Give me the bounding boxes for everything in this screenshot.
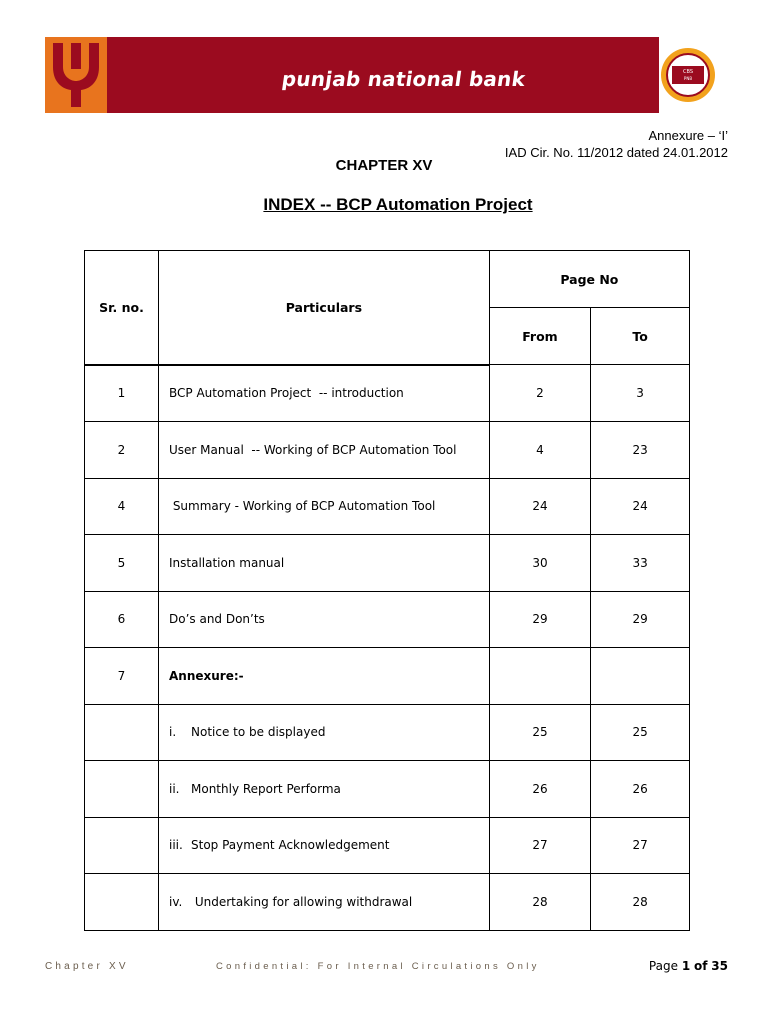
footer-page-number [649, 959, 728, 973]
table-row [85, 478, 690, 535]
table-row [85, 874, 690, 931]
row-sr-no [85, 817, 159, 874]
row-page-to: 25 [591, 704, 690, 761]
page-total: 35 [711, 959, 728, 973]
row-particulars [159, 704, 490, 761]
row-page-to [591, 648, 690, 705]
row-particulars-text: BCP Automation Project -- introduction [169, 386, 404, 401]
pnb-logo-icon [45, 37, 107, 113]
row-particulars [159, 591, 490, 648]
table-row [85, 704, 690, 761]
row-page-to: 27 [591, 817, 690, 874]
row-page-from: 26 [489, 761, 590, 818]
row-page-to: 26 [591, 761, 690, 818]
row-particulars [159, 761, 490, 818]
index-table [84, 250, 690, 931]
row-particulars-text: Monthly Report Performa [191, 781, 341, 796]
row-sr-no: 5 [85, 535, 159, 592]
row-particulars-text: User Manual -- Working of BCP Automation Tool [169, 442, 457, 457]
table-row [85, 591, 690, 648]
table-row [85, 535, 690, 592]
row-page-from [489, 648, 590, 705]
row-particulars [159, 648, 490, 705]
row-page-to: 24 [591, 478, 690, 535]
header-banner [45, 37, 659, 113]
svg-text:PNB: PNB [683, 76, 693, 81]
table-row [85, 761, 690, 818]
footer-chapter: Chapter XV [45, 961, 129, 972]
row-sr-no: 7 [85, 648, 159, 705]
page-current: 1 [681, 959, 691, 973]
header-page-no: Page No [489, 251, 689, 308]
row-particulars-text: Stop Payment Acknowledgement [191, 838, 390, 853]
row-page-to: 23 [591, 422, 690, 479]
svg-text:CBS: CBS [682, 69, 694, 75]
header-from: From [489, 308, 590, 365]
row-page-to: 33 [591, 535, 690, 592]
row-page-from: 27 [489, 817, 590, 874]
row-sr-no: 2 [85, 422, 159, 479]
header-sr-no: Sr. no. [85, 251, 159, 365]
row-particulars-text: Notice to be displayed [191, 725, 326, 740]
row-subitem-number: ii. [169, 781, 180, 796]
page-title: INDEX -- BCP Automation Project [263, 195, 533, 214]
row-sr-no: 6 [85, 591, 159, 648]
row-page-from: 29 [489, 591, 590, 648]
row-subitem-number: iii. [169, 838, 183, 853]
row-page-from: 4 [489, 422, 590, 479]
row-particulars [159, 874, 490, 931]
chapter-heading: CHAPTER XV [335, 157, 433, 174]
row-page-to: 29 [591, 591, 690, 648]
row-particulars-text: Installation manual [169, 555, 285, 570]
table-row [85, 422, 690, 479]
row-sr-no [85, 761, 159, 818]
table-row [85, 365, 690, 422]
row-page-to: 28 [591, 874, 690, 931]
row-page-from: 24 [489, 478, 590, 535]
row-particulars-text: Undertaking for allowing withdrawal [191, 894, 413, 909]
table-header-row [85, 251, 690, 308]
table-row [85, 648, 690, 705]
row-sr-no: 1 [85, 365, 159, 422]
page-label: Page [648, 959, 678, 973]
header-to: To [591, 308, 690, 365]
row-sr-no [85, 704, 159, 761]
row-particulars [159, 365, 490, 422]
row-particulars [159, 422, 490, 479]
row-particulars [159, 478, 490, 535]
bank-name: punjab national bank [280, 67, 527, 91]
row-sr-no: 4 [85, 478, 159, 535]
row-page-from: 2 [489, 365, 590, 422]
row-subitem-number: iv. [169, 894, 183, 909]
header-particulars: Particulars [159, 251, 490, 365]
row-subitem-number: i. [169, 725, 177, 740]
row-particulars-text: Do’s and Don’ts [169, 612, 265, 627]
footer-confidential: Confidential: For Internal Circulations Only [216, 961, 540, 972]
annexure-label: Annexure – ‘I’ [648, 128, 728, 143]
row-particulars [159, 535, 490, 592]
row-sr-no [85, 874, 159, 931]
row-page-from: 28 [489, 874, 590, 931]
row-particulars-text: Summary - Working of BCP Automation Tool [169, 499, 436, 514]
table-row [85, 817, 690, 874]
row-page-from: 30 [489, 535, 590, 592]
circular-reference: IAD Cir. No. 11/2012 dated 24.01.2012 [504, 145, 728, 160]
row-page-from: 25 [489, 704, 590, 761]
row-particulars [159, 817, 490, 874]
row-particulars-text: Annexure:- [169, 668, 244, 683]
cbs-seal-icon [659, 38, 717, 112]
row-page-to: 3 [591, 365, 690, 422]
page-of: of [694, 959, 708, 973]
